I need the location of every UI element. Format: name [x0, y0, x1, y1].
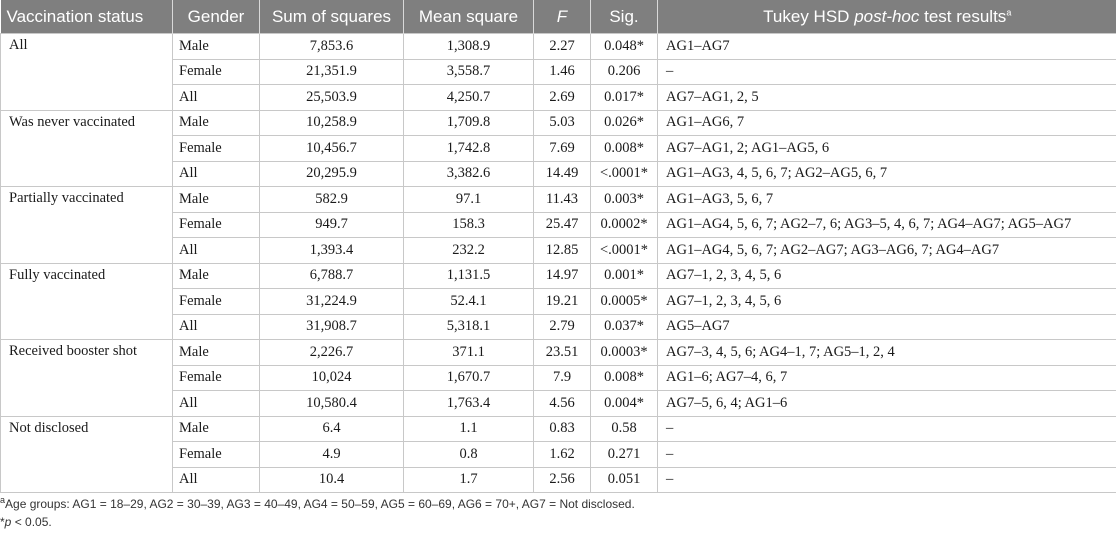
header-tukey-italic: post-hoc [854, 6, 920, 26]
table-row [1, 34, 1116, 60]
cell-sum-of-squares: 21,351.9 [260, 59, 404, 85]
cell-vaccination-status: Was never vaccinated [1, 110, 173, 187]
cell-sum-of-squares: 7,853.6 [260, 34, 404, 60]
cell-gender: Male [173, 187, 260, 213]
table-row [1, 416, 1116, 442]
cell-mean-square: 3,382.6 [404, 161, 534, 187]
cell-sum-of-squares: 1,393.4 [260, 238, 404, 264]
cell-mean-square: 1.1 [404, 416, 534, 442]
cell-tukey: – [658, 467, 1116, 493]
cell-sig: 0.003* [591, 187, 658, 213]
cell-sum-of-squares: 20,295.9 [260, 161, 404, 187]
cell-tukey: AG7–3, 4, 5, 6; AG4–1, 7; AG5–1, 2, 4 [658, 340, 1116, 366]
cell-f: 7.9 [534, 365, 591, 391]
cell-gender: Male [173, 34, 260, 60]
cell-f: 1.62 [534, 442, 591, 468]
header-sig: Sig. [591, 0, 658, 34]
cell-gender: All [173, 314, 260, 340]
cell-tukey: – [658, 59, 1116, 85]
cell-f: 5.03 [534, 110, 591, 136]
cell-sig: 0.271 [591, 442, 658, 468]
cell-sig: 0.004* [591, 391, 658, 417]
cell-sig: 0.001* [591, 263, 658, 289]
cell-mean-square: 3,558.7 [404, 59, 534, 85]
cell-sum-of-squares: 582.9 [260, 187, 404, 213]
cell-mean-square: 232.2 [404, 238, 534, 264]
cell-tukey: AG1–AG3, 4, 5, 6, 7; AG2–AG5, 6, 7 [658, 161, 1116, 187]
cell-sum-of-squares: 949.7 [260, 212, 404, 238]
cell-sig: 0.58 [591, 416, 658, 442]
cell-vaccination-status: Fully vaccinated [1, 263, 173, 340]
cell-f: 4.56 [534, 391, 591, 417]
cell-f: 7.69 [534, 136, 591, 162]
cell-tukey: AG5–AG7 [658, 314, 1116, 340]
cell-mean-square: 1,709.8 [404, 110, 534, 136]
cell-vaccination-status: All [1, 34, 173, 111]
cell-tukey: – [658, 442, 1116, 468]
cell-tukey: AG1–6; AG7–4, 6, 7 [658, 365, 1116, 391]
footnote-star: * [0, 515, 5, 529]
cell-f: 12.85 [534, 238, 591, 264]
footnote-p-text: < 0.05. [11, 515, 52, 529]
footnote-p: p [4, 515, 12, 529]
cell-sum-of-squares: 10,258.9 [260, 110, 404, 136]
cell-sum-of-squares: 31,224.9 [260, 289, 404, 315]
cell-f: 14.97 [534, 263, 591, 289]
cell-f: 14.49 [534, 161, 591, 187]
cell-tukey: AG7–5, 6, 4; AG1–6 [658, 391, 1116, 417]
cell-sig: 0.0003* [591, 340, 658, 366]
cell-mean-square: 97.1 [404, 187, 534, 213]
cell-tukey: AG7–AG1, 2, 5 [658, 85, 1116, 111]
cell-tukey: AG7–1, 2, 3, 4, 5, 6 [658, 289, 1116, 315]
cell-gender: Male [173, 110, 260, 136]
cell-gender: Female [173, 442, 260, 468]
cell-f: 23.51 [534, 340, 591, 366]
cell-mean-square: 0.8 [404, 442, 534, 468]
table-row [1, 340, 1116, 366]
cell-gender: Female [173, 289, 260, 315]
cell-sig: 0.017* [591, 85, 658, 111]
cell-tukey: – [658, 416, 1116, 442]
header-sum-of-squares: Sum of squares [260, 0, 404, 34]
cell-mean-square: 5,318.1 [404, 314, 534, 340]
cell-sum-of-squares: 31,908.7 [260, 314, 404, 340]
cell-mean-square: 1,131.5 [404, 263, 534, 289]
cell-sig: 0.008* [591, 136, 658, 162]
cell-sig: 0.0002* [591, 212, 658, 238]
cell-mean-square: 1,670.7 [404, 365, 534, 391]
cell-tukey: AG1–AG4, 5, 6, 7; AG2–AG7; AG3–AG6, 7; AG4–AG7 [658, 238, 1116, 264]
cell-sum-of-squares: 10.4 [260, 467, 404, 493]
cell-mean-square: 158.3 [404, 212, 534, 238]
cell-gender: All [173, 391, 260, 417]
cell-tukey: AG1–AG7 [658, 34, 1116, 60]
cell-gender: Female [173, 365, 260, 391]
cell-f: 2.79 [534, 314, 591, 340]
header-tukey-footnote-mark: a [1006, 6, 1012, 17]
cell-sig: 0.048* [591, 34, 658, 60]
cell-f: 0.83 [534, 416, 591, 442]
cell-gender: Male [173, 263, 260, 289]
header-tukey-post: test results [919, 6, 1007, 26]
cell-vaccination-status: Not disclosed [1, 416, 173, 493]
cell-sig: <.0001* [591, 161, 658, 187]
cell-mean-square: 1,308.9 [404, 34, 534, 60]
cell-sum-of-squares: 10,580.4 [260, 391, 404, 417]
cell-sig: <.0001* [591, 238, 658, 264]
cell-mean-square: 4,250.7 [404, 85, 534, 111]
cell-sum-of-squares: 6,788.7 [260, 263, 404, 289]
table-row [1, 187, 1116, 213]
cell-mean-square: 1.7 [404, 467, 534, 493]
header-f [534, 0, 591, 34]
footnote-a-mark: a [0, 495, 6, 505]
cell-tukey: AG1–AG3, 5, 6, 7 [658, 187, 1116, 213]
cell-mean-square: 1,763.4 [404, 391, 534, 417]
cell-vaccination-status: Received booster shot [1, 340, 173, 417]
cell-sum-of-squares: 10,024 [260, 365, 404, 391]
footnote-significance [0, 513, 635, 531]
cell-sum-of-squares: 25,503.9 [260, 85, 404, 111]
cell-mean-square: 371.1 [404, 340, 534, 366]
header-vaccination-status: Vaccination status [1, 0, 173, 34]
table-row [1, 110, 1116, 136]
cell-f: 2.69 [534, 85, 591, 111]
table-body [1, 34, 1116, 493]
cell-gender: All [173, 467, 260, 493]
cell-mean-square: 52.4.1 [404, 289, 534, 315]
cell-f: 25.47 [534, 212, 591, 238]
footnotes [0, 495, 635, 531]
cell-sig: 0.206 [591, 59, 658, 85]
cell-sig: 0.037* [591, 314, 658, 340]
cell-gender: Male [173, 416, 260, 442]
footnote-age-groups [0, 495, 635, 513]
cell-sum-of-squares: 4.9 [260, 442, 404, 468]
cell-f: 2.56 [534, 467, 591, 493]
cell-gender: All [173, 161, 260, 187]
cell-f: 19.21 [534, 289, 591, 315]
cell-f: 11.43 [534, 187, 591, 213]
cell-tukey: AG1–AG4, 5, 6, 7; AG2–7, 6; AG3–5, 4, 6, 7; AG4–AG7; AG5–AG7 [658, 212, 1116, 238]
cell-sig: 0.008* [591, 365, 658, 391]
header-gender: Gender [173, 0, 260, 34]
cell-sig: 0.026* [591, 110, 658, 136]
header-tukey-pre: Tukey HSD [763, 6, 855, 26]
cell-sig: 0.051 [591, 467, 658, 493]
cell-gender: Male [173, 340, 260, 366]
cell-sig: 0.0005* [591, 289, 658, 315]
cell-tukey: AG1–AG6, 7 [658, 110, 1116, 136]
cell-gender: Female [173, 136, 260, 162]
cell-mean-square: 1,742.8 [404, 136, 534, 162]
cell-f: 2.27 [534, 34, 591, 60]
cell-gender: Female [173, 212, 260, 238]
cell-sum-of-squares: 6.4 [260, 416, 404, 442]
cell-vaccination-status: Partially vaccinated [1, 187, 173, 264]
header-f-label: F [556, 6, 568, 26]
cell-gender: Female [173, 59, 260, 85]
footnote-a-text: Age groups: AG1 = 18–29, AG2 = 30–39, AG3 = 40–49, AG4 = 50–59, AG5 = 60–69, AG6 = 70+, AG7 = Not disclosed. [5, 497, 635, 511]
cell-gender: All [173, 238, 260, 264]
cell-tukey: AG7–AG1, 2; AG1–AG5, 6 [658, 136, 1116, 162]
cell-gender: All [173, 85, 260, 111]
header-row [1, 0, 1116, 34]
cell-f: 1.46 [534, 59, 591, 85]
cell-tukey: AG7–1, 2, 3, 4, 5, 6 [658, 263, 1116, 289]
header-mean-square: Mean square [404, 0, 534, 34]
cell-sum-of-squares: 10,456.7 [260, 136, 404, 162]
header-tukey [658, 0, 1116, 34]
cell-sum-of-squares: 2,226.7 [260, 340, 404, 366]
table-row [1, 263, 1116, 289]
